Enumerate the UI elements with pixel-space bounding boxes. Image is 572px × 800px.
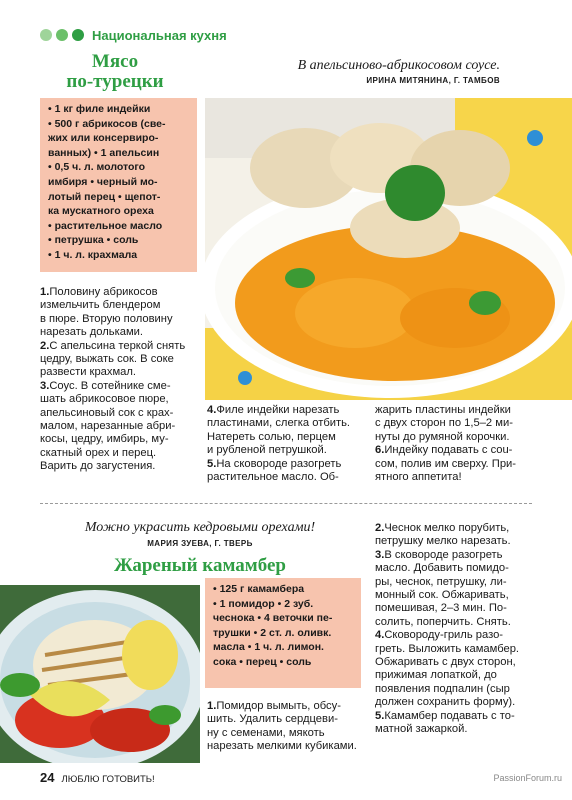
ingredients-box	[205, 578, 361, 688]
recipe-title-line: по-турецки	[66, 71, 164, 92]
ingredient-line: • растительное масло	[48, 219, 163, 232]
step-line: 3.Соус. В сотейнике сме-	[40, 379, 171, 392]
step-line: нарезать дольками.	[40, 326, 144, 339]
ingredient-line: сока • перец • соль	[213, 655, 312, 668]
steps-column	[375, 404, 540, 484]
step-line: масло. Добавить помидо-	[375, 562, 509, 575]
step-line: шить. Удалить сердцеви-	[207, 713, 338, 726]
step-line: 4.Филе индейки нарезать	[207, 404, 340, 416]
step-line: 6.Индейку подавать с сou-	[375, 444, 513, 457]
step-line: нарезать мелкими кубиками.	[207, 740, 357, 753]
step-line: ну с семенами, мякоть	[207, 726, 325, 739]
step-line: цедру, выжать сок. В соке	[40, 353, 174, 366]
turkey-dish-photo	[205, 98, 572, 400]
step-line: Обжаривать с двух сторон,	[375, 656, 516, 669]
ingredient-line: • 0,5 ч. л. молотого	[48, 161, 146, 174]
ingredients-box	[40, 98, 197, 272]
step-line: матной зажаркой.	[375, 723, 468, 736]
section-header	[40, 26, 227, 44]
recipe-title: Жареный камамбер	[114, 555, 286, 576]
recipe-author: ИРИНА МИТЯНИНА, Г. ТАМБОВ	[366, 76, 500, 85]
ingredient-line: лотый перец • щепот-	[48, 190, 161, 203]
steps-column	[207, 700, 372, 754]
step-line: косы, цедру, имбирь, му-	[40, 433, 169, 446]
step-line: 2.Чеснок мелко порубить,	[375, 522, 510, 534]
ingredient-line: • 1 ч. л. крахмала	[48, 248, 138, 261]
step-line: 2.С апельсина теркой снять	[40, 339, 186, 352]
ingredient-line: масла • 1 ч. л. лимон.	[213, 641, 324, 654]
steps-column	[207, 404, 372, 484]
page-footer	[40, 770, 155, 785]
section-divider	[40, 503, 532, 504]
step-line: шать абрикосовое пюре,	[40, 393, 169, 406]
step-line: монный сок. Обжаривать,	[375, 589, 509, 602]
step-line: должен сохранить форму).	[375, 696, 516, 709]
ingredient-line: имбиря • черный мо-	[48, 175, 158, 188]
ingredient-line: ка мускатного ореха	[48, 205, 154, 218]
ingredient-line: чеснока • 4 веточки пе-	[213, 612, 333, 625]
steps-column	[375, 522, 540, 737]
step-line: с двух сторон по 1,5–2 ми-	[375, 417, 513, 430]
ingredient-line: • 1 помидор • 2 зуб.	[213, 597, 314, 610]
step-line: пластинами, слегка отбить.	[207, 417, 351, 430]
ingredient-line: жих или консервиро-	[48, 132, 159, 145]
step-line: ятного аппетита!	[375, 471, 462, 484]
step-line: растительное масло. Об-	[207, 471, 339, 484]
magazine-name: ЛЮБЛЮ ГОТОВИТЬ!	[61, 774, 155, 785]
camembert-dish-photo	[0, 585, 200, 763]
step-line: греть. Выложить камамбер.	[375, 642, 520, 655]
recipe-author: МАРИЯ ЗУЕВА, Г. ТВЕРЬ	[147, 539, 253, 548]
step-line: помешивая, 2–3 мин. По-	[375, 602, 507, 615]
step-line: петрушку мелко нарезать.	[375, 535, 511, 548]
step-line: нуты до румяной корочки.	[375, 430, 510, 443]
step-line: 4.Сковороду-гриль разо-	[375, 629, 504, 642]
step-line: развести крахмал.	[40, 366, 137, 379]
steps-column	[40, 286, 200, 474]
ingredient-line: • петрушка • соль	[48, 234, 139, 247]
step-line: в пюре. Вторую половину	[40, 312, 173, 325]
step-line: малом, нарезанные абри-	[40, 420, 176, 433]
ingredient-line: • 500 г абрикосов (све-	[48, 117, 166, 130]
recipe-subtitle: В апельсиново-абрикосовом соусе.	[297, 58, 500, 73]
step-line: появления подпалин (сыр	[375, 682, 510, 695]
step-line: 3.В сковороде разогреть	[375, 548, 503, 561]
step-line: Натереть солью, перцем	[207, 430, 336, 443]
decor-dot	[40, 29, 52, 41]
section-label: Национальная кухня	[92, 27, 227, 43]
decor-dot	[72, 29, 84, 41]
recipe-tip: Можно украсить кедровыми орехами!	[84, 520, 316, 535]
recipe-title	[40, 52, 190, 92]
page-number: 24	[40, 770, 55, 785]
step-line: 5.На сковороде разогреть	[207, 457, 342, 470]
step-line: сом, полив им сверху. При-	[375, 457, 517, 470]
ingredient-line: • 125 г камамбера	[213, 583, 305, 595]
ingredient-line: трушки • 2 ст. л. оливк.	[213, 626, 332, 639]
ingredient-line: • 1 кг филе индейки	[48, 103, 151, 115]
step-line: измельчить блендером	[40, 299, 161, 312]
decor-dot	[56, 29, 68, 41]
recipe-title-line: Мясо	[91, 51, 139, 72]
step-line: и рубленой петрушкой.	[207, 444, 327, 457]
step-line: скатный орех и перец.	[40, 446, 157, 459]
step-line: 5.Камамбер подавать с то-	[375, 709, 515, 722]
step-line: 1.Помидор вымыть, обсу-	[207, 700, 341, 712]
step-line: жарить пластины индейки	[375, 404, 511, 416]
step-line: 1.Половину абрикосов	[40, 286, 158, 298]
step-line: ры, чеснок, петрушку, ли-	[375, 575, 507, 588]
step-line: Варить до загустения.	[40, 460, 156, 473]
step-line: солить, поперчить. Снять.	[375, 615, 511, 628]
step-line: апельсиновый сок с крах-	[40, 406, 174, 419]
step-line: прижимая лопаткой, до	[375, 669, 497, 682]
ingredient-line: ванных) • 1 апельсин	[48, 146, 160, 159]
watermark: PassionForum.ru	[493, 773, 562, 783]
